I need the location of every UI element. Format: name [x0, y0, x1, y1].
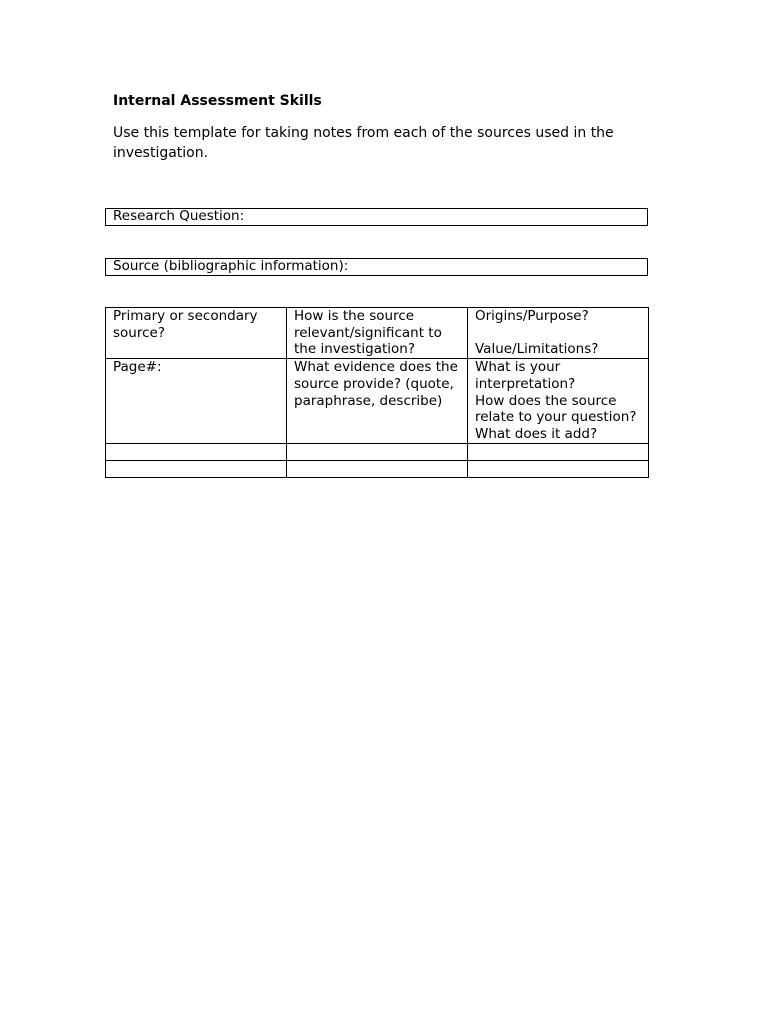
- empty-cell[interactable]: [106, 443, 287, 460]
- interpretation-label: What is your interpretation?: [475, 359, 576, 392]
- evidence-label: What evidence does the source provide? (quote, paraphrase, describe): [294, 359, 458, 409]
- page-number-label: Page#:: [113, 359, 162, 376]
- table-row: [106, 308, 649, 359]
- cell-evidence[interactable]: [287, 359, 468, 444]
- relate-question-label: How does the source relate to your question?: [475, 392, 637, 426]
- empty-cell[interactable]: [468, 460, 649, 477]
- empty-cell[interactable]: [287, 460, 468, 477]
- cell-primary-secondary[interactable]: [106, 308, 287, 359]
- value-limitations-label: Value/Limitations?: [475, 341, 599, 358]
- source-bibliographic-label: Source (bibliographic information):: [113, 258, 349, 274]
- table-row: [106, 460, 649, 477]
- primary-secondary-label: Primary or secondary source?: [113, 308, 258, 341]
- line-gap: [475, 325, 644, 342]
- source-bibliographic-field[interactable]: [105, 258, 648, 276]
- document-title: Internal Assessment Skills: [113, 93, 322, 109]
- empty-cell[interactable]: [106, 460, 287, 477]
- cell-relevance[interactable]: [287, 308, 468, 359]
- table-row: [106, 443, 649, 460]
- relevance-label: How is the source relevant/significant to the investigation?: [294, 308, 442, 358]
- cell-origins-value[interactable]: [468, 308, 649, 359]
- intro-paragraph: Use this template for taking notes from each of the sources used in the investigation.: [113, 125, 614, 161]
- notes-table: [105, 307, 649, 478]
- cell-interpretation[interactable]: [468, 359, 649, 444]
- table-row: [106, 359, 649, 444]
- research-question-label: Research Question:: [113, 208, 245, 224]
- cell-page-number[interactable]: [106, 359, 287, 444]
- origins-purpose-label: Origins/Purpose?: [475, 308, 589, 324]
- what-it-adds-label: What does it add?: [475, 425, 598, 442]
- empty-cell[interactable]: [287, 443, 468, 460]
- research-question-field[interactable]: [105, 208, 648, 226]
- empty-cell[interactable]: [468, 443, 649, 460]
